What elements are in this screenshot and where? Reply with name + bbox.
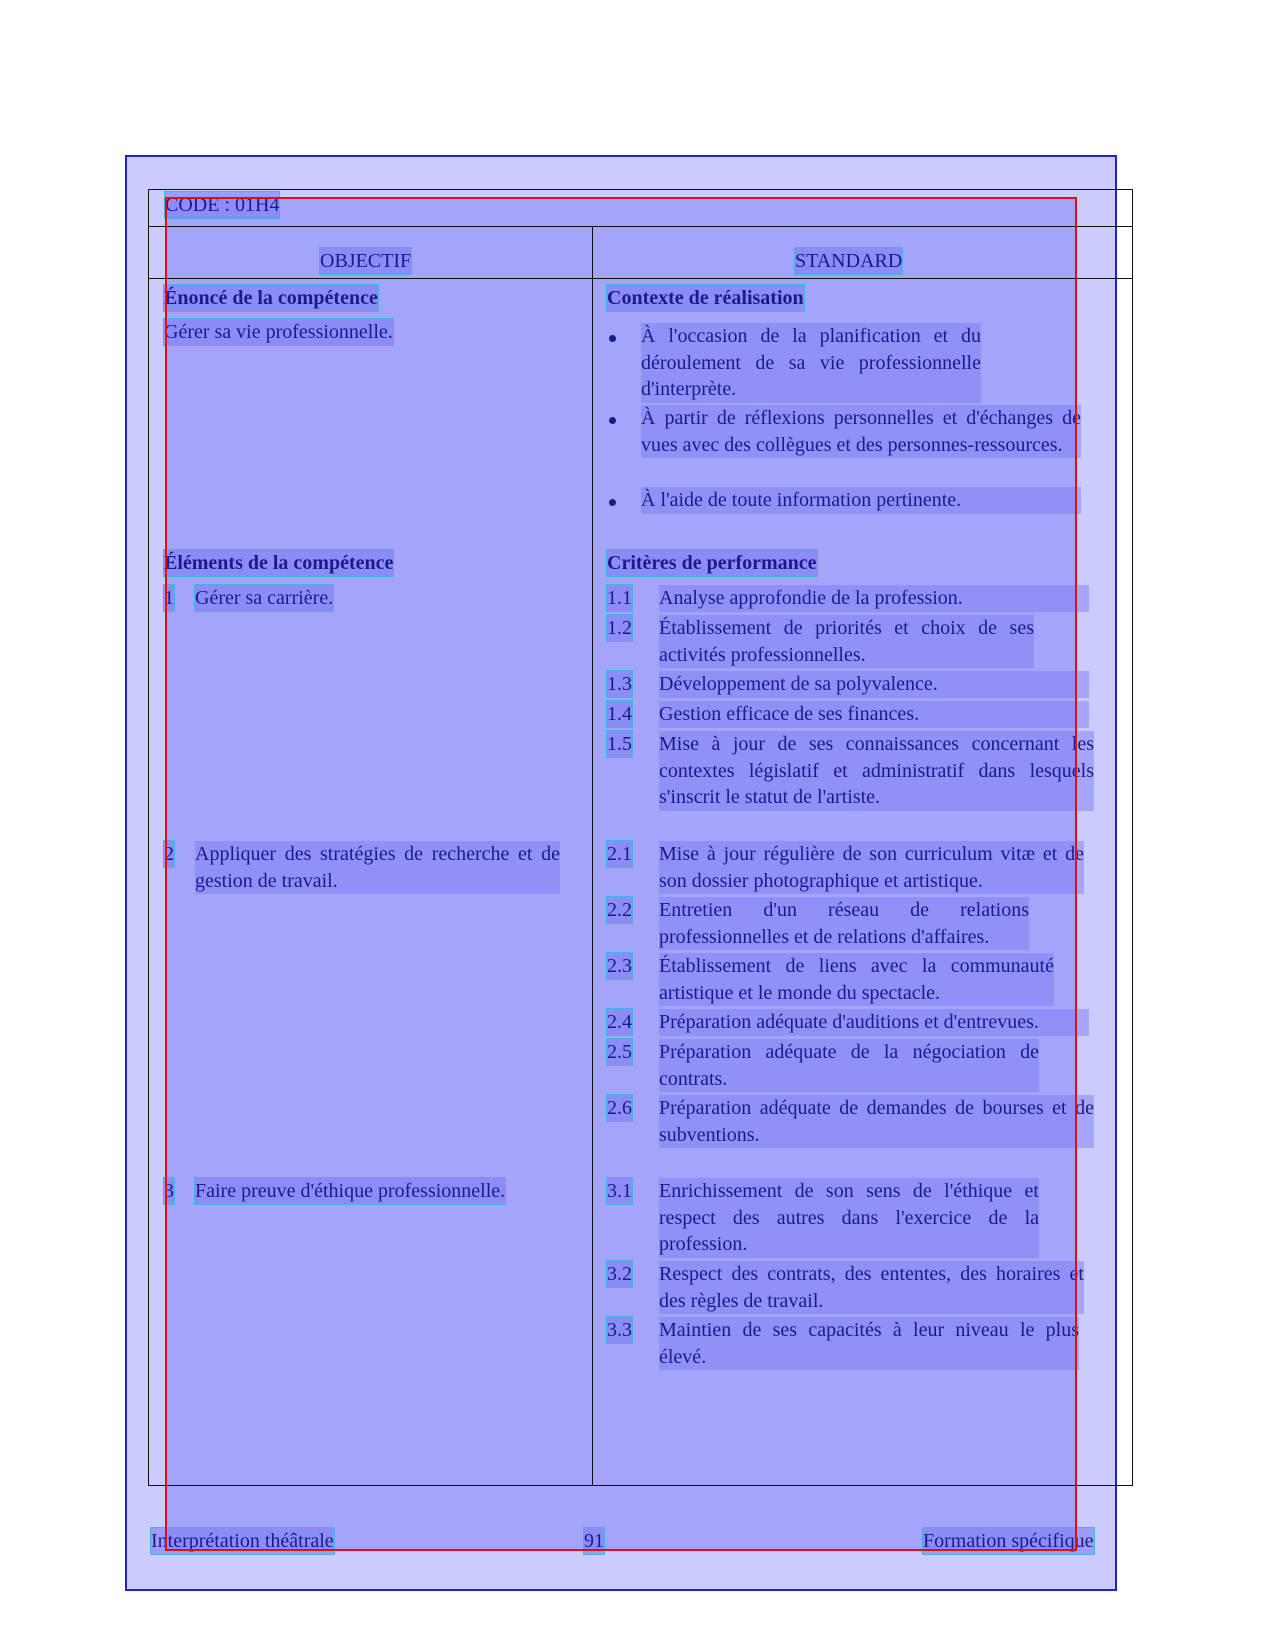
critere-text: Maintien de ses capacités à leur niveau le plus élevé. [659,1317,1079,1370]
critere-text: Entretien d'un réseau de relations professionnelles et de relations d'affaires. [659,897,1029,950]
table-divider [148,278,1133,279]
element-text: Faire preuve d'éthique professionnelle. [195,1180,506,1202]
critere-text: Établissement de priorités et choix de ses activités professionnelles. [659,615,1034,668]
critere-text: Respect des contrats, des ententes, des horaires et des règles de travail. [659,1261,1084,1314]
critere-number: 2.4 [607,1011,632,1033]
element-text: Gérer sa carrière. [195,587,334,609]
critere-number: 1.1 [607,587,632,609]
element-number: 2 [164,843,174,865]
element-number: 3 [164,1180,174,1202]
header-standard: STANDARD [795,250,903,272]
code-label: CODE : 01H4 [165,194,280,216]
critere-text: Établissement de liens avec la communauté artistique et le monde du spectacle. [659,953,1054,1006]
critere-text: Mise à jour régulière de son curriculum vitæ et de son dossier photographique et artistique. [659,841,1084,894]
critere-number: 3.1 [607,1180,632,1202]
critere-text: Analyse approfondie de la profession. [659,585,1089,612]
criteres-title: Critères de performance [607,552,817,574]
element-text: Appliquer des stratégies de recherche et de gestion de travail. [195,841,560,894]
critere-number: 2.6 [607,1097,632,1119]
table-divider [148,226,1133,227]
critere-number: 2.3 [607,955,632,977]
critere-text: Enrichissement de son sens de l'éthique et respect des autres dans l'exercice de la profession. [659,1178,1039,1258]
critere-text: Mise à jour de ses connaissances concernant les contextes législatif et administratif dans lesquels s'inscrit le statut de l'artiste. [659,731,1094,811]
element-number: 1 [164,587,174,609]
critere-number: 1.4 [607,703,632,725]
header-objectif: OBJECTIF [320,250,412,272]
critere-text: Développement de sa polyvalence. [659,671,1089,698]
bullet-icon [609,335,616,342]
contexte-item: À l'aide de toute information pertinente. [641,487,1081,514]
enonce-text: Gérer sa vie professionnelle. [164,321,393,343]
critere-text: Préparation adéquate de la négociation de contrats. [659,1039,1039,1092]
critere-number: 1.5 [607,733,632,755]
critere-text: Gestion efficace de ses finances. [659,701,1089,728]
footer-section: Formation spécifique [923,1530,1094,1552]
column-divider [592,226,593,1486]
footer-program: Interprétation théâtrale [151,1530,334,1552]
critere-text: Préparation adéquate de demandes de bourses et de subventions. [659,1095,1094,1148]
elements-title: Éléments de la compétence [164,552,394,574]
contexte-title: Contexte de réalisation [607,287,804,309]
critere-number: 1.2 [607,617,632,639]
bullet-icon [609,417,616,424]
critere-number: 2.1 [607,843,632,865]
page-number: 91 [584,1530,604,1552]
contexte-item: À l'occasion de la planification et du déroulement de sa vie professionnelle d'interprète. [641,323,981,403]
enonce-title: Énoncé de la compétence [164,287,378,309]
bullet-icon [609,499,616,506]
critere-number: 2.2 [607,899,632,921]
contexte-item: À partir de réflexions personnelles et d'échanges de vues avec des collègues et des personnes-ressources. [641,405,1081,458]
critere-number: 1.3 [607,673,632,695]
critere-text: Préparation adéquate d'auditions et d'entrevues. [659,1009,1089,1036]
critere-number: 3.3 [607,1319,632,1341]
critere-number: 3.2 [607,1263,632,1285]
critere-number: 2.5 [607,1041,632,1063]
